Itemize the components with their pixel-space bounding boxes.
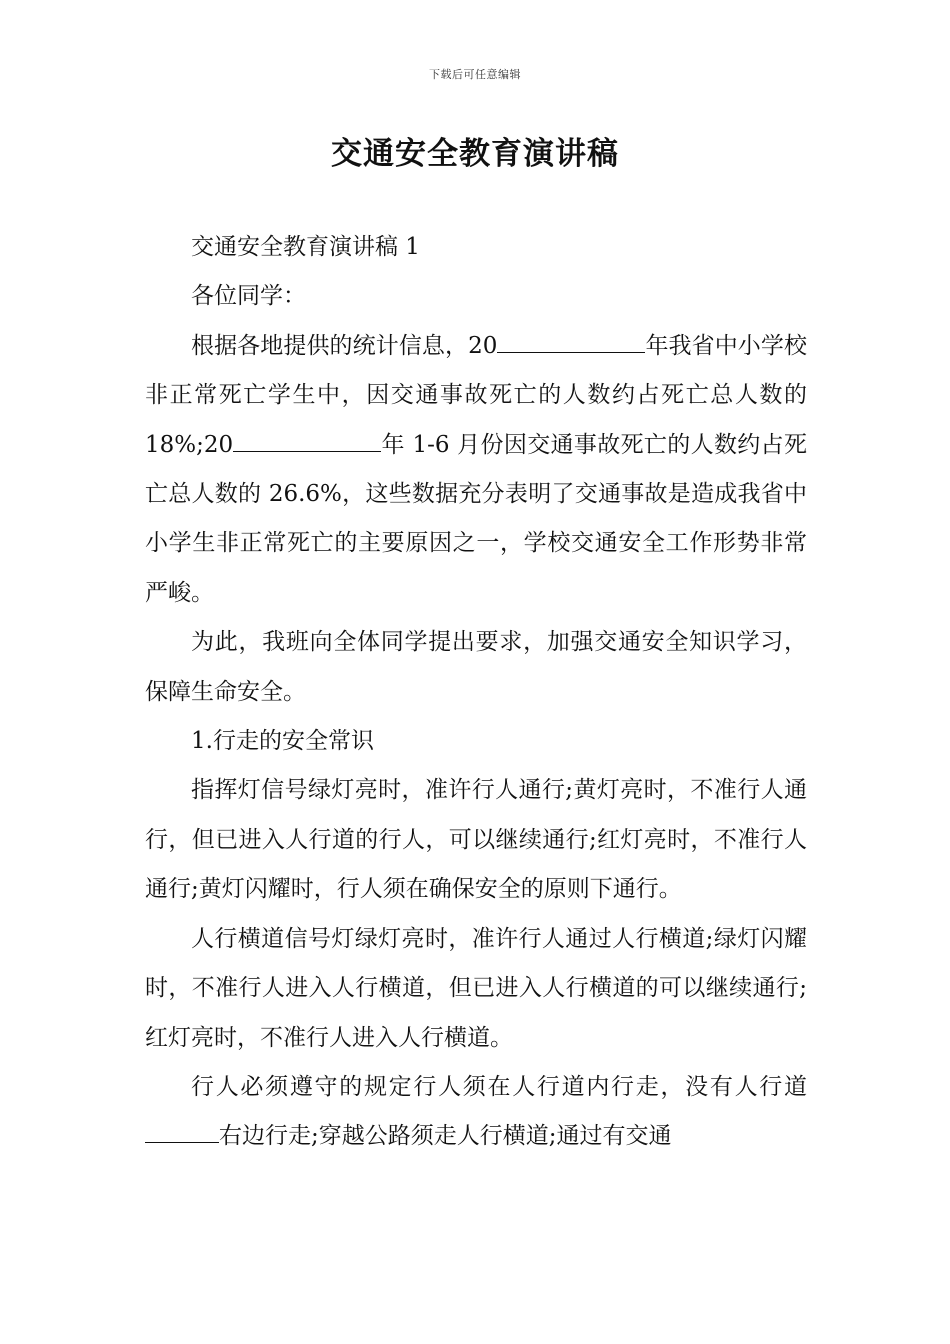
paragraph-signal-lights: 指挥灯信号绿灯亮时，准许行人通行;黄灯亮时，不准行人通行，但已进入人行道的行人，可以继续通行;红灯亮时，不准行人通行;黄灯闪耀时，行人须在确保安全的原则下通行。 [145,777,807,903]
fill-in-blank [497,332,645,353]
subsection-heading: 1.行走的安全常识 [191,728,374,755]
fill-in-blank [233,431,381,452]
paragraph-statistics: 根据各地提供的统计信息，20 年我省中小学校非正常死亡学生中，因交通事故死亡的人数约占死亡总人数的 18%;20 年 1-6 月份因交通事故死亡的人数约占死亡总人数的 26.6%，这些数据充分表明了交通事故是造成我省中小学生非正常死亡的主要原因之一，学校交通安全工作形势非常严峻。 [145,332,807,606]
paragraph-pedestrian-rules: 行人必须遵守的规定行人须在人行道内行走，没有人行道右边行走;穿越公路须走人行横道;通过有交通 [145,1063,807,1162]
header-note: 下载后可任意编辑 [429,68,521,81]
document-title: 交通安全教育演讲稿 [331,136,619,172]
section-heading: 交通安全教育演讲稿 1 [191,234,420,260]
document-body [145,223,807,1162]
paragraph-requirements: 为此，我班向全体同学提出要求，加强交通安全知识学习，保障生命安全。 [145,629,807,705]
paragraph-crosswalk-signals: 人行横道信号灯绿灯亮时，准许行人通过人行横道;绿灯闪耀时，不准行人进入人行横道，但已进入人行横道的可以继续通行;红灯亮时，不准行人进入人行横道。 [145,925,807,1051]
fill-in-blank [145,1122,219,1143]
salutation: 各位同学： [191,283,306,310]
